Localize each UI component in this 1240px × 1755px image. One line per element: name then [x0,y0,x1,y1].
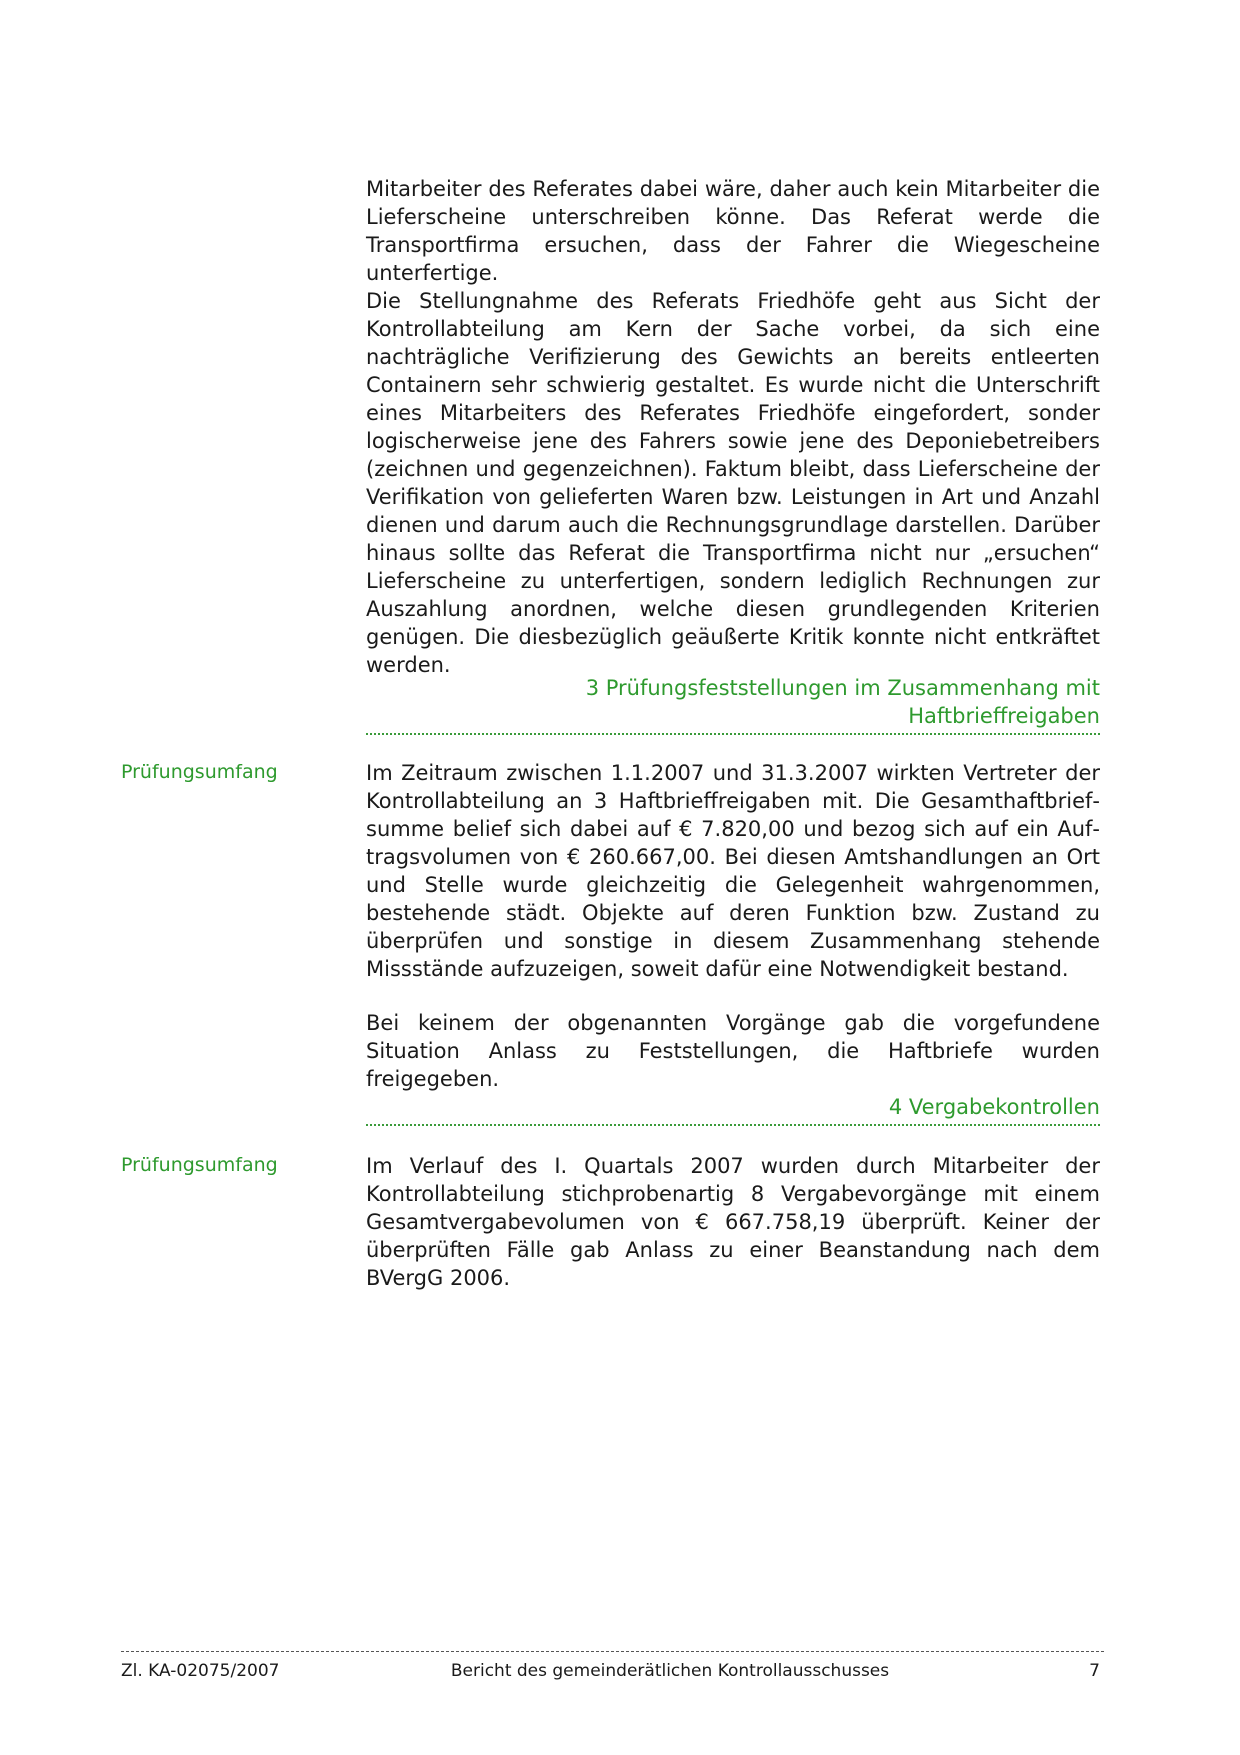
section-4-block-1 [366,1152,1100,1292]
footer-rule [121,1651,1104,1652]
footer-title: Bericht des gemeinderätlichen Kontrollausschusses [450,1661,890,1681]
section-4-paragraph-1: Im Verlauf des I. Quartals 2007 wurden durch Mitarbeiter der Kontrollabteilung stichprobenartig 8 Vergabevorgänge mit einem Gesamtvergabevolumen von € 667.758,19 überprüft. Keiner der überprüften Fälle gab Anlass zu einer Beanstandung nach dem BVergG 2006. [366,1154,1100,1290]
section-3-heading [366,674,1100,730]
section-3-heading-line-2: Haftbrieffreigaben [908,704,1100,728]
section-3-rule [366,733,1100,735]
section-3-block-2 [366,1009,1100,1093]
section-3-paragraph-1: Im Zeitraum zwischen 1.1.2007 und 31.3.2007 wirkten Vertreter der Kontrollabteilung an 3 Haftbrieffreigaben mit. Die Gesamthaftbriefsumme belief sich dabei auf € 7.820,00 und bezog sich auf ein Auftragsvolumen von € 260.667,00. Bei diesen Amtshandlungen an Ort und Stelle wurde gleichzeitig die Gelegenheit wahrgenommen, bestehende städt. Objekte auf deren Funktion bzw. Zustand zu überprüfen und sonstige in diesem Zusammenhang stehende Missstände aufzuzeigen, soweit dafür eine Notwendigkeit bestand. [366,761,1100,981]
section-3-side-label: Prüfungsumfang [121,761,278,783]
section-3-heading-line-1: 3 Prüfungsfeststellungen im Zusammenhang mit [585,676,1100,700]
footer-reference: Zl. KA-02075/2007 [121,1661,280,1681]
section-4-side-label: Prüfungsumfang [121,1154,278,1176]
body-block-1 [366,175,1100,287]
body-block-2 [366,287,1100,679]
section-3-paragraph-2: Bei keinem der obgenannten Vorgänge gab die vorgefundene Situation Anlass zu Feststellungen, die Haftbriefe wurden freigegeben. [366,1011,1100,1091]
section-4-rule [366,1124,1100,1126]
section-4-heading: 4 Vergabekontrollen [888,1095,1100,1119]
footer-page-number: 7 [1089,1661,1100,1681]
section-3-block-1 [366,759,1100,983]
body-paragraph-2: Die Stellungnahme des Referats Friedhöfe geht aus Sicht der Kontrollabteilung am Kern der Sache vorbei, da sich eine nachträgliche Verifizierung des Gewichts an bereits entleerten Containern sehr schwierig gestaltet. Es wurde nicht die Unterschrift eines Mitarbeiters des Referates Friedhöfe eingefordert, sonder logischerweise jene des Fahrers sowie jene des Deponiebetreibers (zeichnen und gegenzeichnen). Faktum bleibt, dass Lieferscheine der Verifikation von gelieferten Waren bzw. Leistungen in Art und Anzahl dienen und darum auch die Rechnungsgrundlage darstellen. Darüber hinaus sollte das Referat die Transportfirma nicht nur „ersuchen“ Lieferscheine zu unterfertigen, sondern lediglich Rechnungen zur Auszahlung anordnen, welche diesen grundlegenden Kriterien genügen. Die diesbezüglich geäußerte Kritik konnte nicht entkräftet werden. [366,289,1100,677]
body-paragraph-1: Mitarbeiter des Referates dabei wäre, daher auch kein Mitarbeiter die Lieferscheine unterschreiben könne. Das Referat werde die Transportfirma ersuchen, dass der Fahrer die Wiegescheine unterfertige. [366,177,1100,285]
